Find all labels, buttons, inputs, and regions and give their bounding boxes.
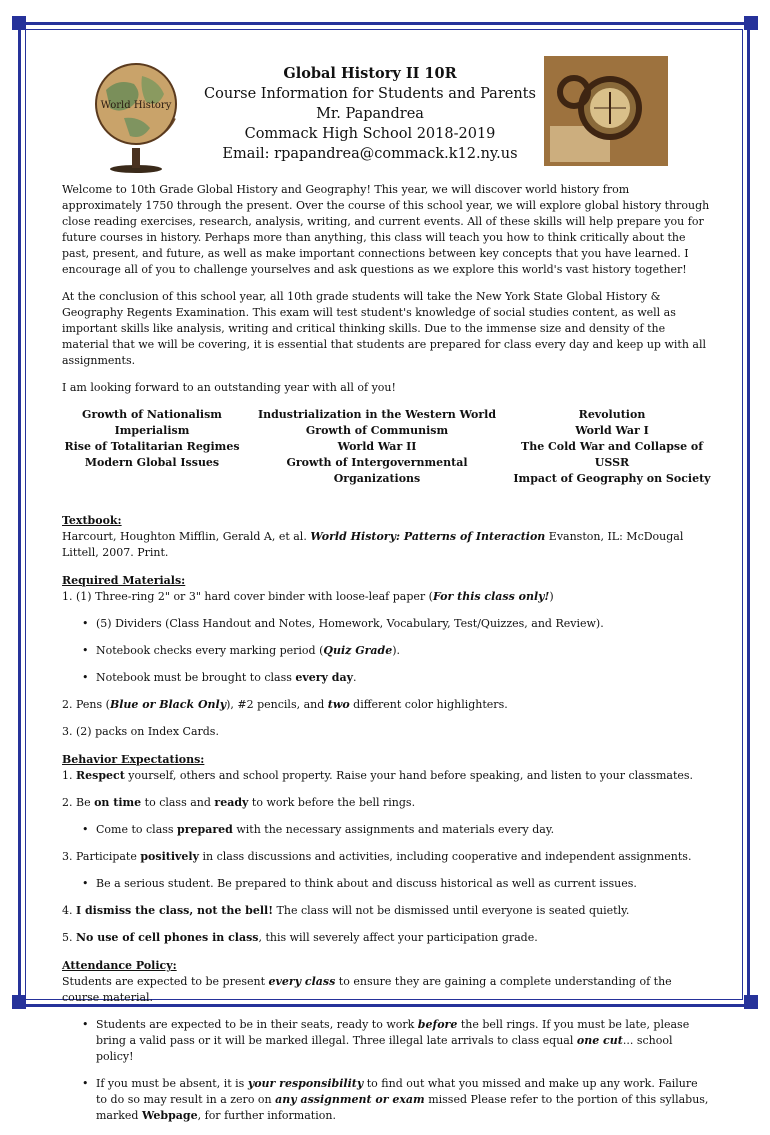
materials-item-1 — [62, 589, 712, 605]
border-corner-bottom-left — [12, 995, 26, 1009]
text-run: 4. — [62, 904, 76, 917]
behavior-heading: Behavior Expectations: — [62, 753, 205, 766]
course-topics — [62, 407, 712, 487]
emphasis: on time — [94, 796, 142, 809]
topic-item: Rise of Totalitarian Regimes — [64, 440, 240, 453]
citation-publisher: Evanston, IL: McDougal Littell, 2007. Print. — [62, 530, 684, 559]
attendance-intro — [62, 974, 712, 1006]
materials-subitem-3 — [62, 670, 712, 686]
textbook-heading: Textbook: — [62, 514, 122, 527]
attendance-bullet-2 — [62, 1076, 712, 1124]
text-run: , for further information. — [197, 1109, 336, 1122]
text-run: Notebook must be brought to class — [96, 671, 296, 684]
border-corner-top-left — [12, 16, 26, 30]
emphasis: For this class only! — [432, 590, 550, 603]
citation-authors: Harcourt, Houghton Mifflin, Gerald A, et al. — [62, 530, 307, 543]
topics-column-3 — [512, 407, 712, 487]
text-run: . — [353, 671, 357, 684]
text-run: Notebook checks every marking period ( — [96, 644, 324, 657]
behavior-bullet-2: • Be a serious student. Be prepared to think about and discuss historical as well as current issues. — [62, 876, 712, 892]
text-run: to work before the bell rings. — [248, 796, 416, 809]
materials-subitem-2 — [62, 643, 712, 659]
text-run: Students are expected to be present — [62, 975, 269, 988]
course-title: Global History II 10R — [283, 65, 457, 82]
globe-illustration — [84, 56, 188, 174]
text-run: 5. — [62, 931, 76, 944]
behavior-item-1 — [62, 768, 712, 784]
topic-item: Growth of Communism — [305, 424, 449, 437]
topic-item: World War II — [337, 440, 417, 453]
materials-subitem-1: • (5) Dividers (Class Handout and Notes, Homework, Vocabulary, Test/Quizzes, and Review). — [62, 616, 712, 632]
text-run: ), #2 pencils, and — [226, 698, 328, 711]
text-run: to class and — [141, 796, 215, 809]
topic-item: Revolution — [578, 408, 646, 421]
intro-paragraph-3: I am looking forward to an outstanding year with all of you! — [62, 381, 396, 394]
topic-item: The Cold War and Collapse of USSR — [521, 440, 703, 469]
text-run: to ensure they are gaining a complete understanding of the course material. — [62, 975, 672, 1004]
intro-paragraph-1: Welcome to 10th Grade Global History and Geography! This year, we will discover world history from approximately 1750 through the present. Over the course of this school year, we will explore global history through close reading exercises, research, analysis, writing, and current events. All of these skills will help prepare you for future courses in history. Perhaps more than anything, this class will teach you how to think critically about the past, present, and future, as well as make important connections between key concepts that you have learned. I encourage all of you to challenge yourselves and ask questions as we explore this world's vast history together! — [62, 183, 710, 276]
textbook-citation — [62, 529, 712, 561]
behavior-bullet-1 — [62, 822, 712, 838]
course-subtitle: Course Information for Students and Parents — [204, 86, 536, 102]
emphasis: Webpage — [141, 1109, 198, 1122]
topics-column-2 — [252, 407, 502, 487]
emphasis: prepared — [177, 823, 233, 836]
border-corner-top-right — [744, 16, 758, 30]
materials-heading: Required Materials: — [62, 574, 186, 587]
course-header — [200, 64, 540, 164]
topics-column-1 — [62, 407, 242, 487]
emphasis: every class — [268, 975, 336, 988]
emphasis: before — [417, 1018, 458, 1031]
topic-item: Industrialization in the Western World — [257, 408, 497, 421]
text-run: the bell rings. If you must be late, please bring a valid pass or it will be marked illegal. Three illegal late arrivals to class equal — [96, 1018, 690, 1047]
emphasis: I dismiss the class, not the bell! — [76, 904, 274, 917]
syllabus-body — [62, 182, 712, 1135]
emphasis: Quiz Grade — [323, 644, 393, 657]
compass-photo — [544, 56, 668, 166]
text-run: 2. Pens ( — [62, 698, 110, 711]
behavior-item-5 — [62, 930, 712, 946]
emphasis: Respect — [76, 769, 125, 782]
text-run: Come to class — [96, 823, 178, 836]
behavior-item-3 — [62, 849, 712, 865]
attendance-bullet-1 — [62, 1017, 712, 1065]
text-run: If you must be absent, it is — [96, 1077, 248, 1090]
text-run: ) — [549, 590, 554, 603]
emphasis: positively — [140, 850, 199, 863]
text-run: ). — [392, 644, 401, 657]
emphasis: any assignment or exam — [275, 1093, 425, 1106]
header — [60, 56, 710, 174]
text-run: The class will not be dismissed until everyone is seated quietly. — [273, 904, 630, 917]
text-run: 1. (1) Three-ring 2" or 3" hard cover binder with loose-leaf paper ( — [62, 590, 433, 603]
text-run: different color highlighters. — [349, 698, 508, 711]
emphasis: No use of cell phones in class — [76, 931, 259, 944]
behavior-item-4 — [62, 903, 712, 919]
text-run: ... school policy! — [96, 1034, 673, 1063]
topic-item: Imperialism — [114, 424, 190, 437]
emphasis: every day — [295, 671, 353, 684]
topic-item: Growth of Intergovernmental Organizations — [286, 456, 468, 485]
text-run: 1. — [62, 769, 76, 782]
attendance-heading: Attendance Policy: — [62, 959, 177, 972]
globe-label: World History — [100, 100, 172, 111]
text-run: 3. Participate — [62, 850, 141, 863]
teacher-name: Mr. Papandrea — [316, 106, 424, 122]
emphasis: your responsibility — [247, 1077, 364, 1090]
topic-item: Growth of Nationalism — [82, 408, 222, 421]
topic-item: Impact of Geography on Society — [513, 472, 711, 485]
behavior-item-2 — [62, 795, 712, 811]
topic-item: World War I — [575, 424, 649, 437]
text-run: 2. Be — [62, 796, 95, 809]
text-run: yourself, others and school property. Raise your hand before speaking, and listen to your classmates. — [124, 769, 694, 782]
text-run: , this will severely affect your participation grade. — [258, 931, 538, 944]
text-run: in class discussions and activities, including cooperative and independent assignments. — [198, 850, 692, 863]
emphasis: Blue or Black Only — [109, 698, 227, 711]
intro-paragraph-2: At the conclusion of this school year, all 10th grade students will take the New York State Global History & Geography Regents Examination. This exam will test student's knowledge of social studies content, as well as important skills like analysis, writing and critical thinking skills. Due to the immense size and density of the material that we will be covering, it is essential that students are prepared for class every day and keep up with all assignments. — [62, 290, 706, 367]
border-corner-bottom-right — [744, 995, 758, 1009]
teacher-email: Email: rpapandrea@commack.k12.ny.us — [222, 146, 518, 162]
text-run: missed Please refer to the portion of this syllabus, marked — [96, 1093, 709, 1122]
emphasis: ready — [214, 796, 249, 809]
topic-item: Modern Global Issues — [84, 456, 220, 469]
emphasis: two — [327, 698, 350, 711]
text-run: to find out what you missed and make up any work. Failure to do so may result in a zero on — [96, 1077, 698, 1106]
emphasis: one cut — [576, 1034, 623, 1047]
citation-title: World History: Patterns of Interaction — [310, 530, 546, 543]
text-run: Students are expected to be in their seats, ready to work — [96, 1018, 418, 1031]
text-run: with the necessary assignments and materials every day. — [232, 823, 555, 836]
school-year: Commack High School 2018-2019 — [244, 126, 496, 142]
materials-item-2 — [62, 697, 712, 713]
materials-item-3: 3. (2) packs on Index Cards. — [62, 725, 219, 738]
